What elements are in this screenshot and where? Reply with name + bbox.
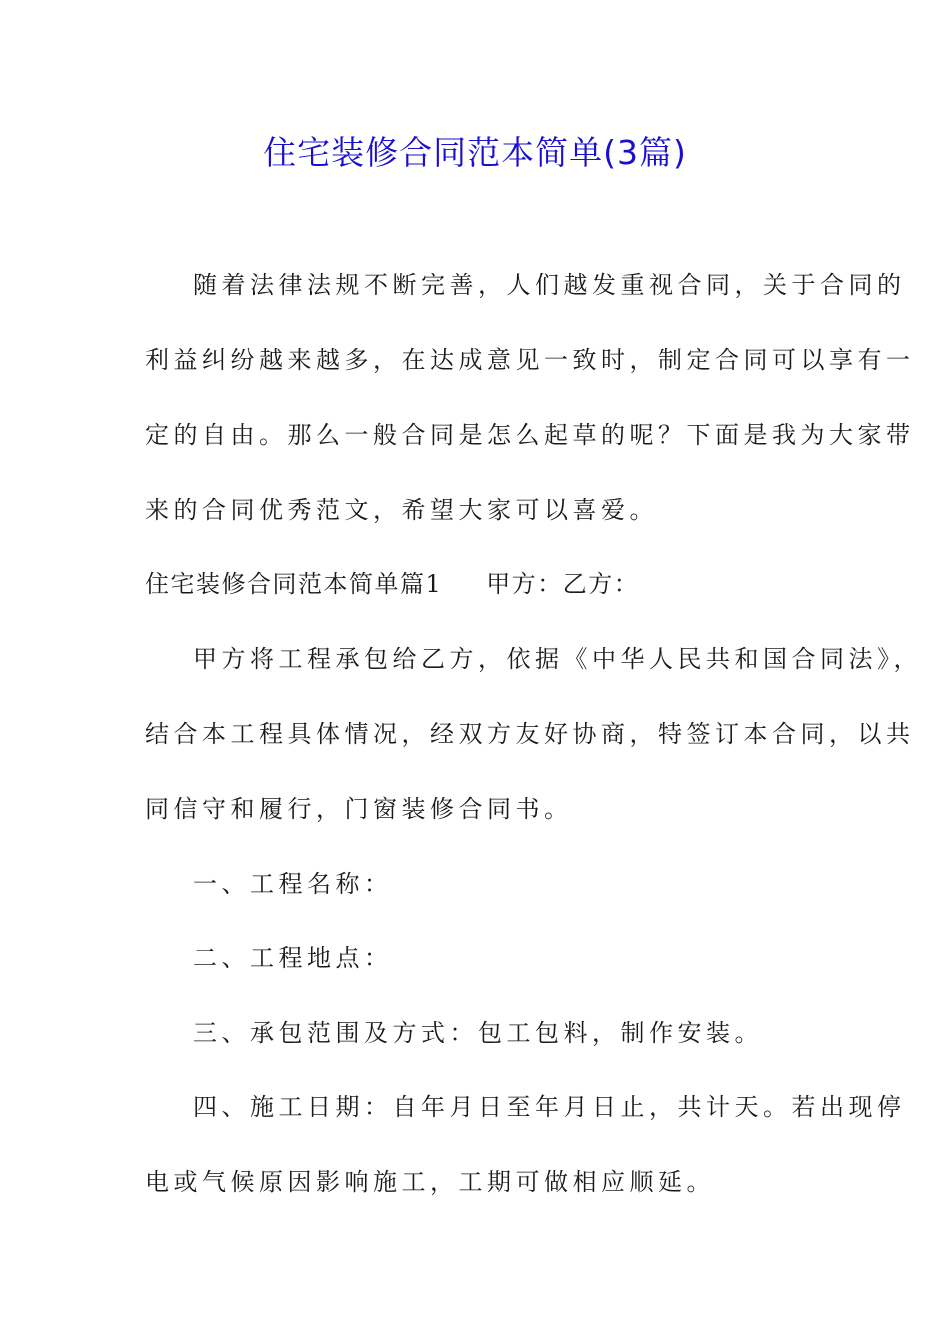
parties-label: 甲方：乙方：: [486, 570, 640, 598]
intro-line-3: 定的自由。那么一般合同是怎么起草的呢？下面是我为大家带: [145, 421, 915, 449]
contract-line-1: 甲方将工程承包给乙方，依据《中华人民共和国合同法》，: [193, 645, 922, 673]
item-scope: 三、承包范围及方式：包工包料，制作安装。: [193, 1019, 763, 1047]
intro-line-4: 来的合同优秀范文，希望大家可以喜爱。: [145, 496, 658, 524]
item-schedule-line-1: 四、施工日期：自年月日至年月日止，共计天。若出现停: [193, 1093, 906, 1121]
item-project-name: 一、工程名称：: [193, 870, 393, 898]
contract-line-3: 同信守和履行，门窗装修合同书。: [145, 795, 573, 823]
item-project-location: 二、工程地点：: [193, 944, 393, 972]
item-schedule-line-2: 电或气候原因影响施工，工期可做相应顺延。: [145, 1168, 715, 1196]
section-heading-row: [145, 566, 815, 602]
intro-line-1: 随着法律法规不断完善，人们越发重视合同，关于合同的: [193, 271, 906, 299]
document-title: 住宅装修合同范本简单(3篇): [263, 133, 687, 172]
intro-line-2: 利益纠纷越来越多，在达成意见一致时，制定合同可以享有一: [145, 346, 915, 374]
section-heading: 住宅装修合同范本简单篇1: [145, 570, 443, 598]
contract-line-2: 结合本工程具体情况，经双方友好协商，特签订本合同，以共: [145, 720, 915, 748]
